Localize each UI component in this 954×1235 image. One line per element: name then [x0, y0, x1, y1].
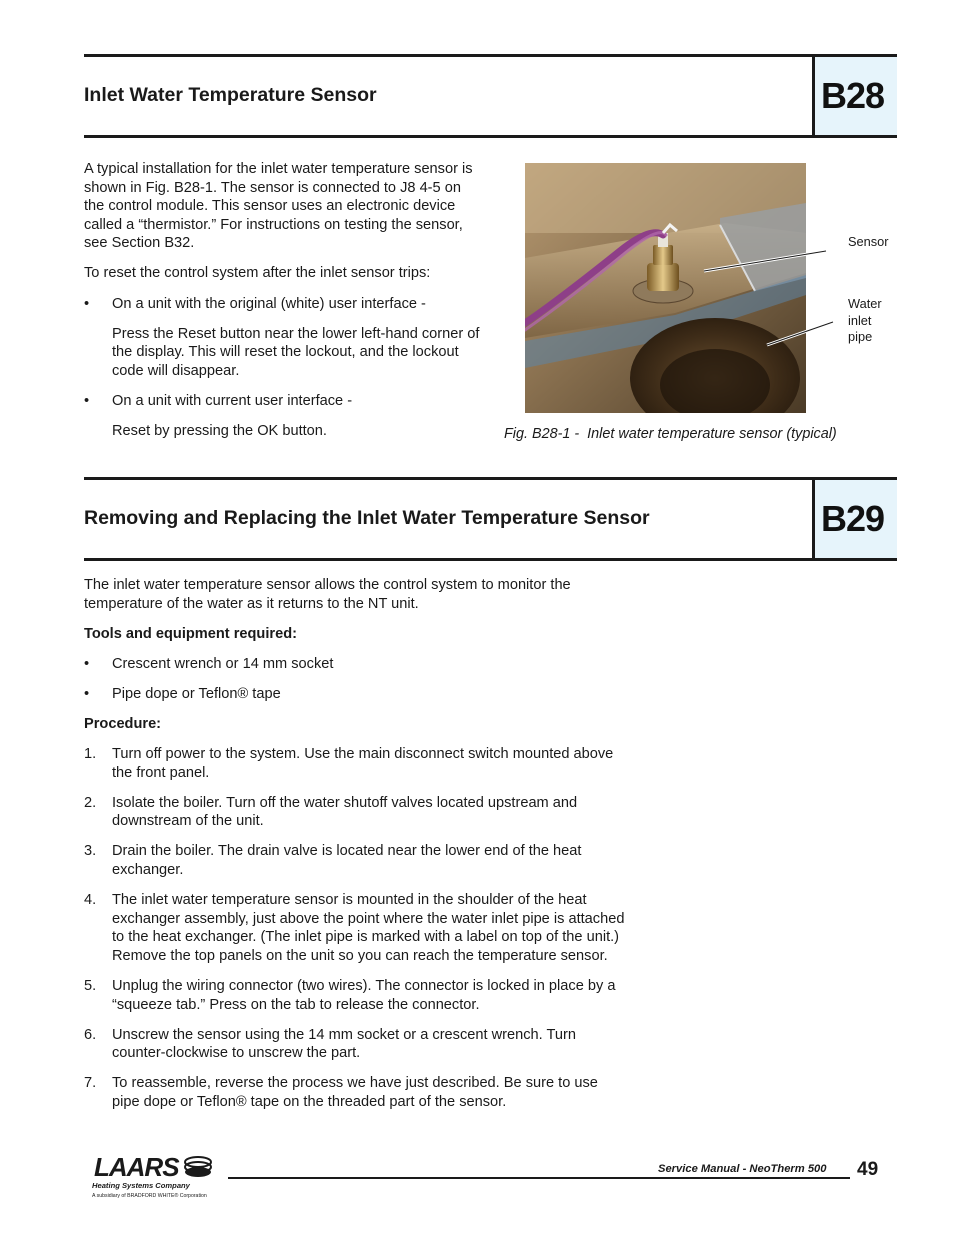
step-text: Isolate the boiler. Turn off the water shutoff valves located upstream and downstream of the unit. [112, 794, 578, 830]
step-text: Unplug the wiring connector (two wires). The connector is locked in place by a “squeeze tab.” Press on the tab to release the connector. [112, 978, 616, 1013]
step-text: Unscrew the sensor using the 14 mm socket or a crescent wrench. Turn counter-clockwise to unscrew the part. [112, 1026, 576, 1062]
b28-intro: A typical installation for the inlet water temperature sensor is shown in Fig. B28-1. The sensor is connected to J8 4-5 on the control module. This sensor uses an electronic device called a “thermistor.” For instructions on testing the sensor, see Section B32. [84, 161, 473, 252]
procedure-step [84, 745, 626, 782]
callout-water-inlet-pipe: Water inlet pipe [848, 296, 882, 344]
laars-logo-mark [92, 1152, 220, 1200]
step-text: Drain the boiler. The drain valve is located near the lower end of the heat exchanger. [112, 843, 582, 879]
procedure-step [84, 977, 626, 1014]
tools-heading: Tools and equipment required: [84, 625, 297, 642]
procedure-step [84, 891, 626, 965]
section-header-b28 [84, 54, 897, 138]
figure-caption: Fig. B28-1 - Inlet water temperature sensor (typical) [504, 426, 837, 442]
section-header-b29 [84, 477, 897, 561]
b28-bullet-detail: Press the Reset button near the lower left-hand corner of the display. This will reset the lockout, and the lockout code will disappear. [112, 325, 480, 379]
b29-intro: The inlet water temperature sensor allows the control system to monitor the temperature of the water as it returns to the NT unit. [84, 577, 571, 612]
bullet-marker: • [84, 685, 90, 702]
logo-tagline: Heating Systems Company [92, 1181, 190, 1190]
tool-item [84, 655, 626, 674]
tool-item [84, 685, 626, 704]
step-number: 1. [84, 746, 97, 763]
bullet-text: On a unit with the original (white) user interface - [112, 295, 426, 312]
sensor-photo-illustration [525, 163, 806, 413]
procedure-step [84, 1026, 626, 1063]
step-number: 4. [84, 892, 97, 909]
section-title: Removing and Replacing the Inlet Water Temperature Sensor [84, 507, 650, 529]
step-text: Turn off power to the system. Use the main disconnect switch mounted above the front panel. [112, 746, 614, 781]
section-code-box [812, 480, 897, 558]
tool-text: Crescent wrench or 14 mm socket [112, 655, 334, 672]
callout-sensor: Sensor [848, 234, 889, 249]
bullet-text: On a unit with current user interface - [112, 392, 353, 409]
procedure-step [84, 794, 626, 831]
section-code: B28 [821, 75, 885, 116]
logo-wordmark: LAARS [94, 1152, 179, 1182]
bullet-marker: • [84, 392, 90, 409]
laars-logo [92, 1152, 220, 1200]
step-number: 7. [84, 1075, 97, 1092]
logo-subsidiary: A subsidiary of BRADFORD WHITE® Corporation [92, 1193, 207, 1199]
footer-manual-title: Service Manual - NeoTherm 500 [658, 1163, 827, 1175]
b28-bullet-detail: Reset by pressing the OK button. [112, 423, 327, 440]
section-code-box [812, 57, 897, 135]
section-title: Inlet Water Temperature Sensor [84, 84, 377, 106]
page-number: 49 [857, 1159, 879, 1180]
bullet-marker: • [84, 655, 90, 672]
bullet-marker: • [84, 295, 90, 312]
b28-bullet [84, 295, 484, 314]
step-text: To reassemble, reverse the process we have just described. Be sure to use pipe dope or Teflon® tape on the threaded part of the sensor. [112, 1075, 598, 1110]
b29-body [84, 576, 626, 1123]
procedure-step [84, 842, 626, 879]
sensor-photo [525, 163, 806, 413]
footer-rule [228, 1177, 850, 1179]
b28-bullet [84, 392, 484, 411]
section-code: B29 [821, 498, 885, 539]
tool-text: Pipe dope or Teflon® tape [112, 685, 281, 702]
step-number: 6. [84, 1026, 97, 1043]
step-number: 2. [84, 794, 97, 811]
step-number: 5. [84, 978, 97, 994]
b28-reset-intro: To reset the control system after the inlet sensor trips: [84, 265, 431, 282]
step-number: 3. [84, 843, 97, 860]
b28-body [84, 160, 484, 452]
procedure-heading: Procedure: [84, 715, 162, 732]
step-text: The inlet water temperature sensor is mounted in the shoulder of the heat exchanger assembly, just above the point where the water inlet pipe is attached to the heat exchanger. (The inlet pipe is marked with a label on top of the unit.) Remove the top panels on the unit so you can reach the temperature sensor. [112, 892, 625, 964]
procedure-step [84, 1074, 626, 1111]
